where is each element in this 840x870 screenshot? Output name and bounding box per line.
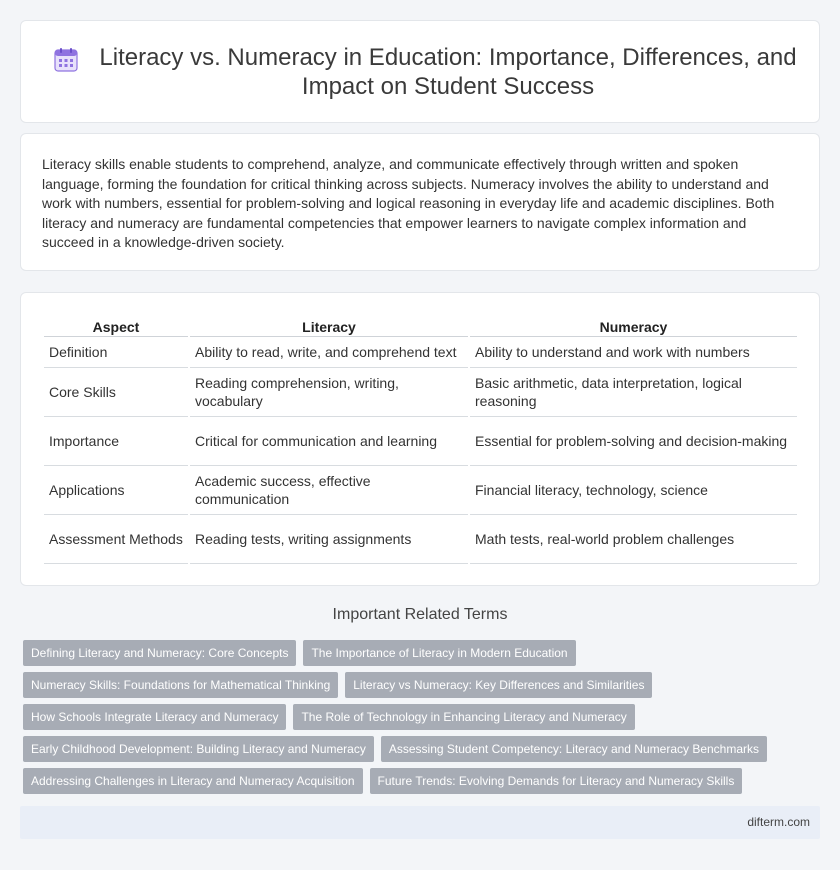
table-cell-aspect: Importance [44,417,188,466]
related-terms-row [23,672,813,698]
table-cell-numeracy: Essential for problem-solving and decision-making [470,417,797,466]
related-terms-row [23,768,813,794]
footer-site-link[interactable]: difterm.com [747,815,810,829]
related-term-tag[interactable]: Assessing Student Competency: Literacy and Numeracy Benchmarks [381,736,767,762]
table-cell-literacy: Ability to read, write, and comprehend text [190,337,468,368]
related-terms-row [23,736,813,762]
footer [20,806,820,839]
table-cell-aspect: Applications [44,466,188,515]
table-row [44,515,797,564]
table-row [44,368,797,417]
header-card [20,20,820,123]
related-terms-title: Important Related Terms [332,606,508,623]
table-cell-numeracy: Financial literacy, technology, science [470,466,797,515]
related-terms-row [23,640,813,666]
related-term-tag[interactable]: Numeracy Skills: Foundations for Mathematical Thinking [23,672,338,698]
related-term-tag[interactable]: Future Trends: Evolving Demands for Literacy and Numeracy Skills [370,768,743,794]
comparison-table [42,315,799,564]
table-row [44,337,797,368]
comparison-card [20,292,820,586]
page-title: Literacy vs. Numeracy in Education: Importance, Differences, and Impact on Student Success [99,43,797,100]
related-term-tag[interactable]: The Importance of Literacy in Modern Education [303,640,575,666]
related-terms-list [23,640,813,800]
related-term-tag[interactable]: Literacy vs Numeracy: Key Differences and Similarities [345,672,652,698]
intro-paragraph: Literacy skills enable students to comprehend, analyze, and communicate effectively through written and spoken language, forming the foundation for critical thinking across subjects. Numeracy involves the ability to understand and work with numbers, essential for problem-solving and logical reasoning in everyday life and academic disciplines. Both literacy and numeracy are fundamental competencies that empower learners to navigate complex information and succeed in a knowledge-driven society. [42,156,775,251]
table-cell-literacy: Critical for communication and learning [190,417,468,466]
table-header-row [44,315,797,337]
related-term-tag[interactable]: The Role of Technology in Enhancing Literacy and Numeracy [293,704,634,730]
table-row [44,417,797,466]
table-cell-numeracy: Basic arithmetic, data interpretation, logical reasoning [470,368,797,417]
table-cell-literacy: Reading tests, writing assignments [190,515,468,564]
intro-card [20,133,820,271]
header-numeracy: Numeracy [470,315,797,337]
table-row [44,466,797,515]
table-cell-literacy: Academic success, effective communication [190,466,468,515]
related-term-tag[interactable]: Addressing Challenges in Literacy and Numeracy Acquisition [23,768,363,794]
header-literacy: Literacy [190,315,468,337]
table-cell-aspect: Assessment Methods [44,515,188,564]
header-aspect: Aspect [44,315,188,337]
table-cell-numeracy: Math tests, real-world problem challenges [470,515,797,564]
table-cell-numeracy: Ability to understand and work with numbers [470,337,797,368]
related-term-tag[interactable]: Defining Literacy and Numeracy: Core Concepts [23,640,296,666]
related-term-tag[interactable]: Early Childhood Development: Building Literacy and Numeracy [23,736,374,762]
table-cell-aspect: Definition [44,337,188,368]
related-term-tag[interactable]: How Schools Integrate Literacy and Numeracy [23,704,286,730]
table-cell-literacy: Reading comprehension, writing, vocabulary [190,368,468,417]
table-cell-aspect: Core Skills [44,368,188,417]
related-terms-row [23,704,813,730]
